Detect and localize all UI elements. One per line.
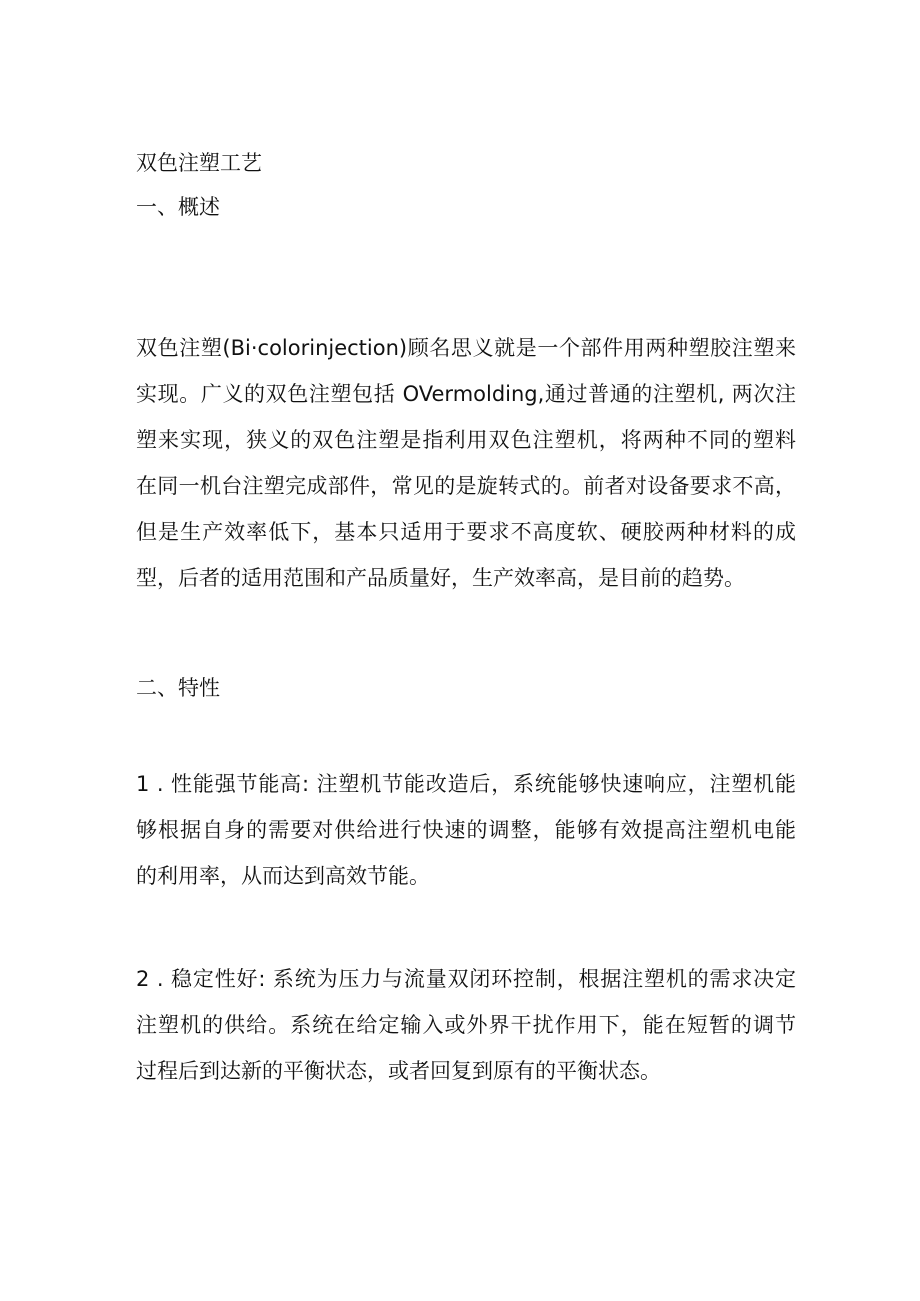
feature-item-energy (136, 761, 796, 899)
paragraph-line: 2 . 稳定性好: 系统为压力与流量双闭环控制，根据注塑机的需求决定 (136, 967, 796, 991)
section-heading-features: 二、特性 (136, 676, 220, 700)
feature-item-stability (136, 956, 796, 1094)
document-title: 双色注塑工艺 (136, 151, 262, 175)
paragraph-line: 的利用率，从而达到高效节能。 (136, 864, 430, 888)
paragraph-line: 但是生产效率低下，基本只适用于要求不高度软、硬胶两种材料的成 (136, 520, 796, 544)
overview-paragraph (136, 325, 796, 601)
paragraph-line: 够根据自身的需要对供给进行快速的调整，能够有效提高注塑机电能 (136, 818, 796, 842)
paragraph-line: 双色注塑(Bi·colorinjection)顾名思义就是一个部件用两种塑胶注塑来 (136, 336, 796, 360)
paragraph-line: 塑来实现，狭义的双色注塑是指利用双色注塑机，将两种不同的塑料 (136, 428, 796, 452)
paragraph-line: 型，后者的适用范围和产品质量好，生产效率高，是目前的趋势。 (136, 566, 745, 590)
paragraph-line: 1 . 性能强节能高: 注塑机节能改造后，系统能够快速响应，注塑机能 (136, 772, 796, 796)
section-heading-overview: 一、概述 (136, 195, 220, 219)
paragraph-line: 过程后到达新的平衡状态，或者回复到原有的平衡状态。 (136, 1059, 661, 1083)
paragraph-line: 实现。广义的双色注塑包括 OVermolding,通过普通的注塑机, 两次注 (136, 382, 796, 406)
paragraph-line: 在同一机台注塑完成部件，常见的是旋转式的。前者对设备要求不高， (136, 474, 796, 498)
paragraph-line: 注塑机的供给。系统在给定输入或外界干扰作用下，能在短暂的调节 (136, 1013, 796, 1037)
